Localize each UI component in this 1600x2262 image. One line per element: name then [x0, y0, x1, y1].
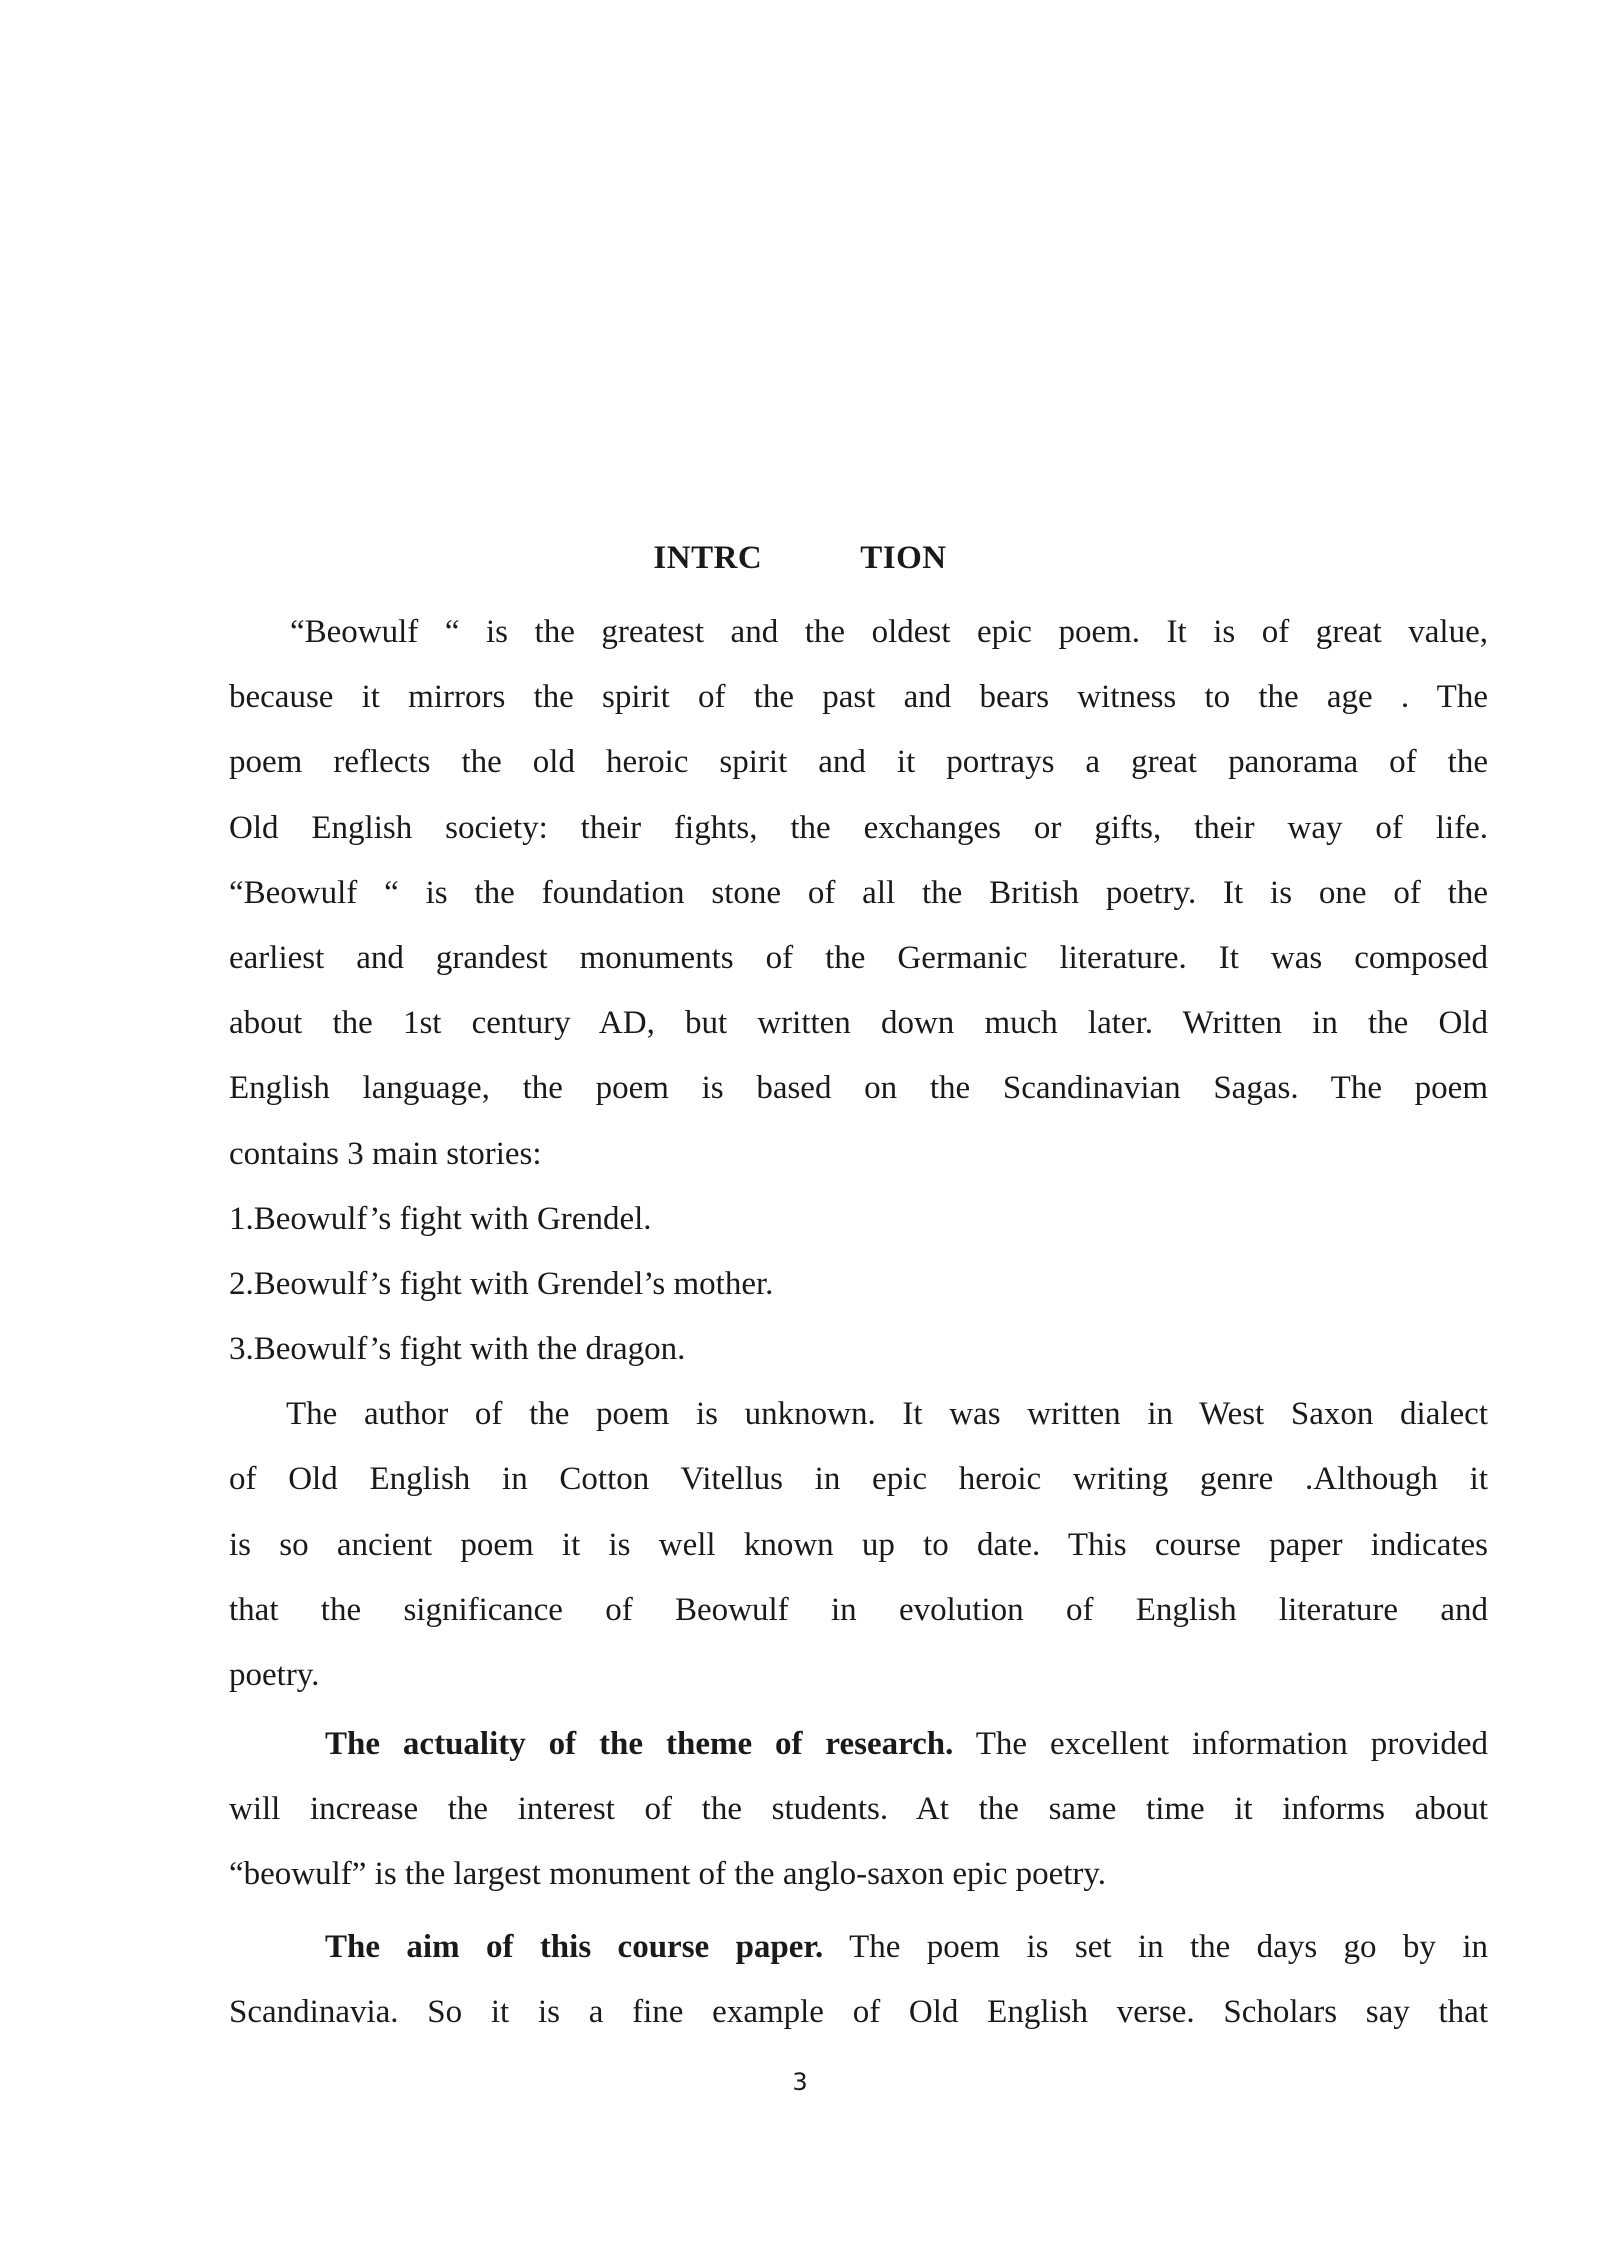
- paragraph-line: [229, 1447, 1488, 1512]
- story-list-item: [229, 1317, 1488, 1382]
- paragraph-line-text: “Beowulf “ is the foundation stone of all the British poetry. It is one of the: [229, 874, 1488, 911]
- paragraph-line-text: The author of the poem is unknown. It was written in West Saxon dialect: [286, 1396, 1488, 1433]
- paragraph-line-text: earliest and grandest monuments of the Germanic literature. It was composed: [229, 939, 1488, 976]
- intro-paragraph: [229, 600, 1488, 1708]
- title-part-2: TION: [860, 540, 947, 576]
- paragraph-line-text: contains 3 main stories:: [229, 1135, 542, 1172]
- paragraph-line-text: is so ancient poem it is well known up to date. This course paper indicates: [229, 1526, 1488, 1563]
- page-title: [0, 540, 1600, 577]
- paragraph-line: [229, 1578, 1488, 1643]
- paragraph-line-text: will increase the interest of the students. At the same time it informs about: [229, 1791, 1488, 1828]
- paragraph-line: [229, 991, 1488, 1056]
- title-part-1: INTRC: [653, 540, 763, 576]
- paragraph-line-text: Old English society: their fights, the exchanges or gifts, their way of life.: [229, 809, 1488, 846]
- paragraph-line: [229, 1122, 1488, 1187]
- paragraph-line: [229, 665, 1488, 730]
- paragraph-line-text: The poem is set in the days go by in: [823, 1929, 1488, 1965]
- paragraph-line-text: poem reflects the old heroic spirit and it portrays a great panorama of the: [229, 744, 1488, 781]
- story-list-item: [229, 1252, 1488, 1317]
- paragraph-line-text: The excellent information provided: [953, 1726, 1488, 1762]
- actuality-section: [229, 1712, 1488, 1908]
- paragraph-line: [229, 1056, 1488, 1121]
- paragraph-line-text: of Old English in Cotton Vitellus in epic heroic writing genre .Although it: [229, 1461, 1488, 1498]
- paragraph-line: [229, 730, 1488, 795]
- paragraph-line-text: Scandinavia. So it is a fine example of Old English verse. Scholars say that: [229, 1994, 1488, 2031]
- paragraph-line: [229, 600, 1488, 665]
- page-number: 3: [792, 2068, 808, 2096]
- paragraph-line: [229, 861, 1488, 926]
- paragraph-line-text: “Beowulf “ is the greatest and the oldest epic poem. It is of great value,: [290, 614, 1488, 650]
- paragraph-line: [229, 1382, 1488, 1447]
- paragraph-line-text: about the 1st century AD, but written down much later. Written in the Old: [229, 1005, 1488, 1042]
- aim-heading: The aim of this course paper.: [325, 1929, 824, 1965]
- paragraph-line-text: poetry.: [229, 1657, 320, 1693]
- paragraph-line-text: that the significance of Beowulf in evolution of English literature and: [229, 1591, 1488, 1628]
- paragraph-line: [229, 1915, 1488, 1980]
- paragraph-line: [229, 1643, 1488, 1708]
- aim-section: [229, 1915, 1488, 2045]
- paragraph-line-text: because it mirrors the spirit of the past and bears witness to the age . The: [229, 679, 1488, 716]
- paragraph-line: [229, 796, 1488, 861]
- story-text: 1.Beowulf’s fight with Grendel.: [229, 1200, 652, 1237]
- paragraph-line: [229, 1777, 1488, 1842]
- paragraph-line-text: English language, the poem is based on the Scandinavian Sagas. The poem: [229, 1070, 1488, 1107]
- story-text: 3.Beowulf’s fight with the dragon.: [229, 1331, 686, 1368]
- paragraph-line: [229, 1712, 1488, 1777]
- paragraph-line: [229, 926, 1488, 991]
- story-text: 2.Beowulf’s fight with Grendel’s mother.: [229, 1265, 774, 1302]
- paragraph-line: [229, 1513, 1488, 1578]
- paragraph-line-text: “beowulf” is the largest monument of the anglo-saxon epic poetry.: [229, 1856, 1106, 1893]
- paragraph-line: [229, 1842, 1488, 1907]
- actuality-heading: The actuality of the theme of research.: [325, 1726, 954, 1762]
- story-list-item: [229, 1187, 1488, 1252]
- paragraph-line: [229, 1980, 1488, 2045]
